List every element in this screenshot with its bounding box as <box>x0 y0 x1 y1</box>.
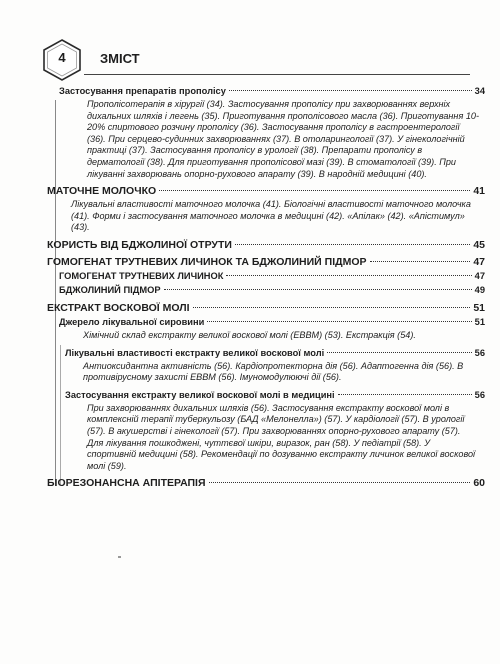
toc-entry-title: Лікувальні властивості екстракту великої воскової молі <box>65 347 325 358</box>
toc-chapter-entry[interactable] <box>47 255 485 269</box>
toc-entry-description: При захворюваннях дихальних шляхів (56). Застосування екстракту воскової молі в комплексній терапії туберкульозу (БАД «Мелонелла») (57). У кардіології (57). В урології (57). В акушерстві і гінекології (57). При захворюваннях опорно-рухового апарату (57). Для лікування пошкоджені, чуттєвої шкіри, виразок, ран (58). У педіатрії (58). У спортивній медицині (58). Рекомендації по дозуванню екстракту личинок великої воскової молі (59). <box>87 402 476 471</box>
toc-chapter-entry[interactable] <box>47 301 485 315</box>
toc-entry-page: 60 <box>473 477 485 490</box>
toc-chapter-entry[interactable] <box>47 184 485 198</box>
toc-entry-description: Лікувальні властивості маточного молочка (41). Біологічні властивості маточного молочка (41). Форми і застосування маточного молочка в медицині (42). «Апілак» (42). «Апістимул» (43). <box>71 199 471 233</box>
toc-entry-page: 49 <box>474 284 485 295</box>
toc-dot-leader <box>229 90 472 91</box>
toc-dot-leader <box>207 321 471 322</box>
toc-section-entry[interactable] <box>47 269 485 283</box>
toc-dot-leader <box>159 190 470 191</box>
toc-section-entry[interactable] <box>47 346 485 360</box>
toc-dot-leader <box>370 261 471 262</box>
toc-entry-page: 41 <box>473 185 485 198</box>
toc-entry-description: Антиоксидантна активність (56). Кардіопротекторна дія (56). Адаптогенна дія (56). В противірусному захисті ЕВВМ (56). Імуномодулюючі дії (56). <box>83 360 464 383</box>
toc-entry-page: 47 <box>474 270 485 281</box>
toc-entry-description: Прополісотерапія в хірургії (34). Застосування прополісу при захворюваннях верхніх дихальних шляхів і легень (35). Приготування прополісового масла (36). Приготування 10-20% спиртового розчину прополісу (36). Застосування прополісу в гастроентерології (36). При серцево-судинних захворюваннях (37). В отоларингології (37). У гінекологічній практиці (37). Застосування прополісу в урології (38). Препарати прополісу в дерматології (38). Для приготування прополісової мазі (39). В стоматології (39). При лікуванні захворювань опорно-рухового апарату (39). В народній медицині (40). <box>87 99 479 179</box>
toc-entry-title: БДЖОЛИНИЙ ПІДМОР <box>59 284 161 295</box>
page-header <box>40 38 470 78</box>
toc-entry-title: Застосування екстракту великої воскової молі в медицині <box>65 389 335 400</box>
toc-entry-title: Застосування препаратів прополісу <box>59 86 226 96</box>
toc-entry-title: КОРИСТЬ ВІД БДЖОЛИНОЇ ОТРУТИ <box>47 238 232 251</box>
toc-entry-description: Хімічний склад екстракту великої воскової молі (ЕВВМ) (53). Екстракція (54). <box>83 329 416 340</box>
toc-dot-leader <box>209 482 471 483</box>
toc-entry-page: 56 <box>474 347 485 358</box>
toc-entry-title: ГОМОГЕНАТ ТРУТНЕВИХ ЛИЧИНОК ТА БДЖОЛИНИЙ ПІДМОР <box>47 255 367 268</box>
toc-chapter-entry[interactable] <box>47 476 485 490</box>
toc-entry-page: 45 <box>473 238 485 251</box>
header-rule <box>84 74 470 75</box>
toc-entry-title: БІОРЕЗОНАНСНА АПІТЕРАПІЯ <box>47 477 206 490</box>
toc-entry-title: Джерело лікувальної сировини <box>59 316 205 327</box>
toc-dot-leader <box>193 307 471 308</box>
toc-entry-title: ЕКСТРАКТ ВОСКОВОЇ МОЛІ <box>47 301 190 314</box>
toc-entry-title: МАТОЧНЕ МОЛОЧКО <box>47 185 157 198</box>
toc-entry-page: 34 <box>474 86 485 96</box>
toc-dot-leader <box>338 394 472 395</box>
toc-section-entry[interactable] <box>47 388 485 402</box>
toc-section-entry[interactable] <box>47 315 485 329</box>
page-number: 4 <box>58 50 66 65</box>
toc-entry-page: 51 <box>473 301 485 314</box>
toc-dot-leader <box>235 244 470 245</box>
toc-section-entry[interactable] <box>47 283 485 297</box>
toc-chapter-entry[interactable] <box>47 238 485 252</box>
toc-dot-leader <box>226 275 471 276</box>
scan-mark <box>118 556 121 558</box>
toc-dot-leader <box>164 289 472 290</box>
toc-entry-page: 56 <box>474 389 485 400</box>
toc-section-entry[interactable] <box>47 84 485 98</box>
toc-entry-page: 51 <box>474 316 485 327</box>
toc-entry-page: 47 <box>473 255 485 268</box>
table-of-contents <box>47 84 485 490</box>
page-title: ЗМІСТ <box>100 51 140 66</box>
toc-entry-title: ГОМОГЕНАТ ТРУТНЕВИХ ЛИЧИНОК <box>59 270 224 281</box>
toc-dot-leader <box>327 352 471 353</box>
